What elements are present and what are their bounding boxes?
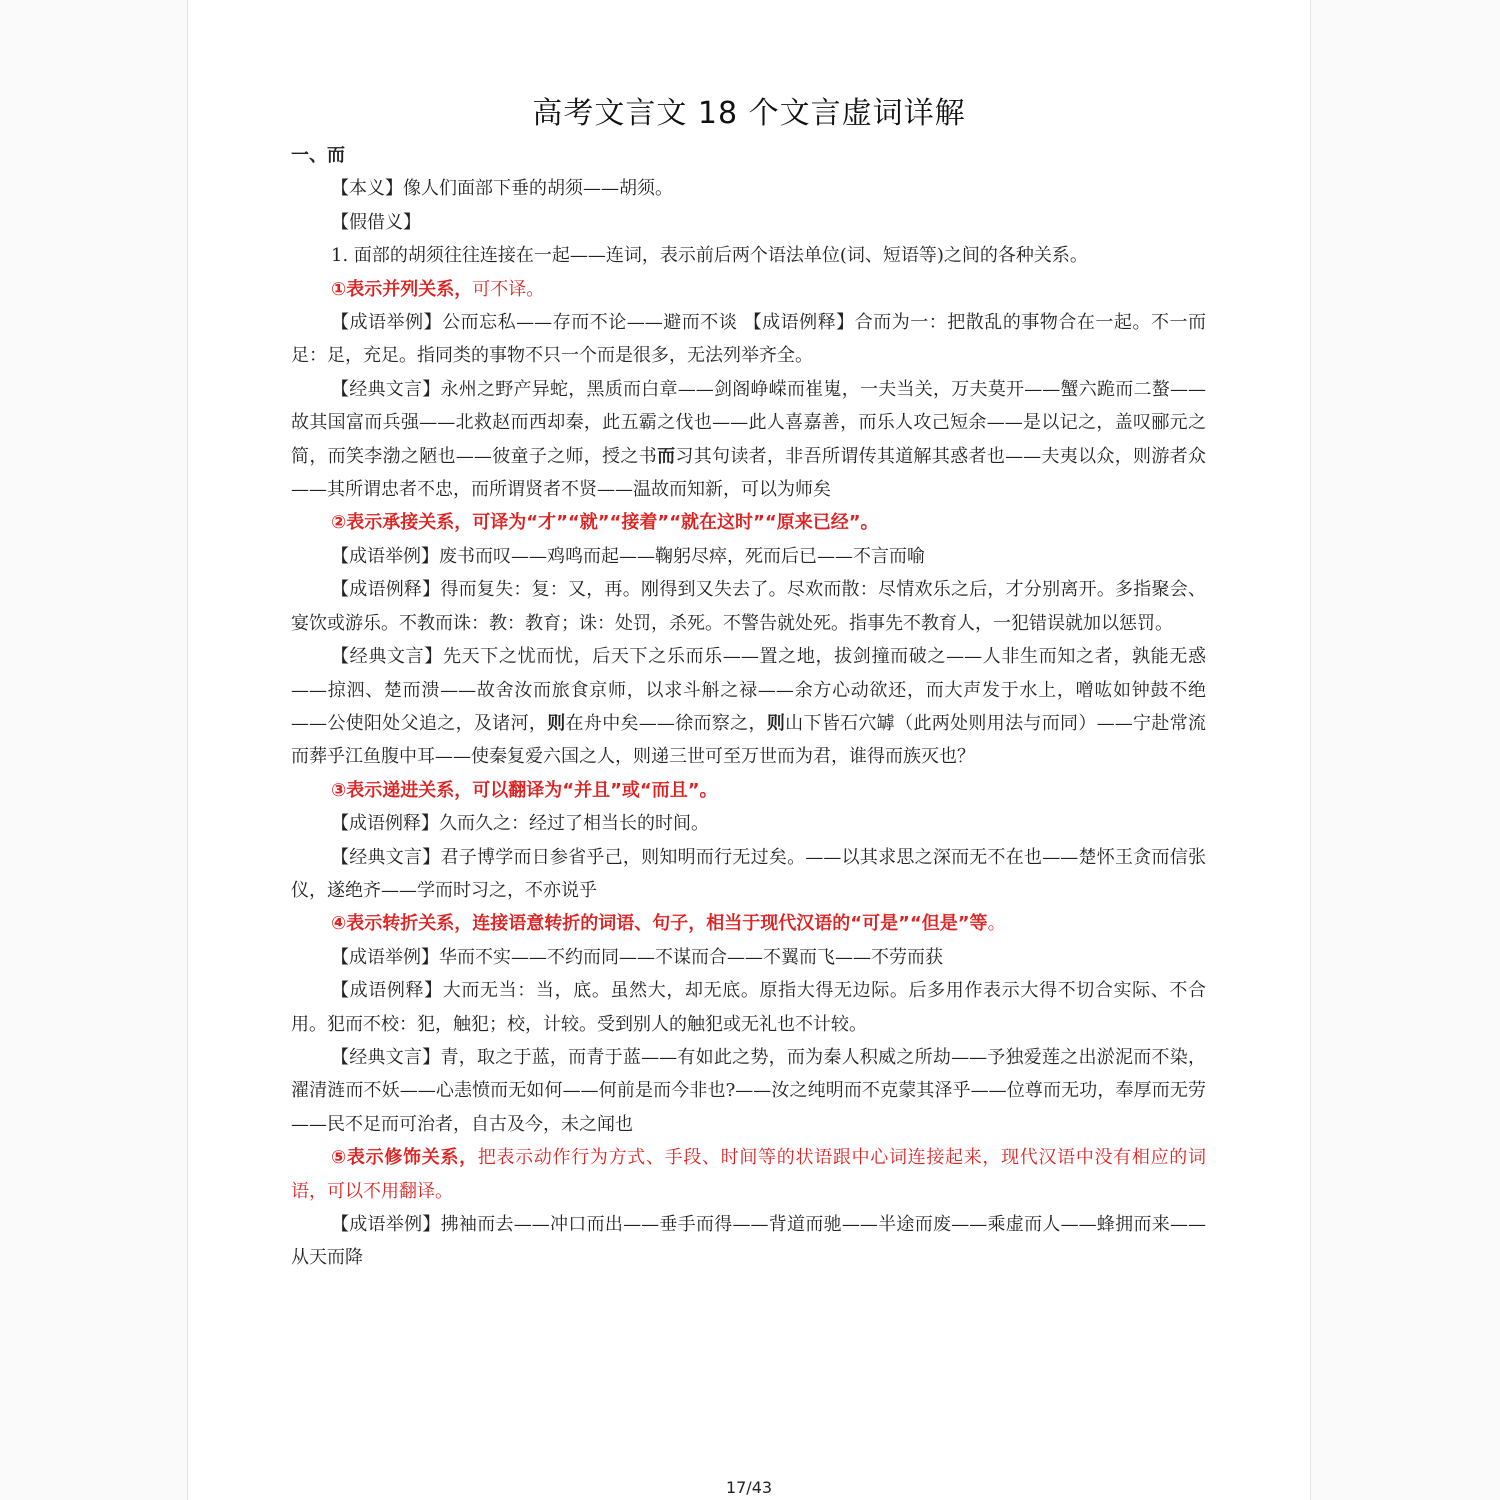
paragraph: 1. 面部的胡须往往连接在一起——连词，表示前后两个语法单位(词、短语等)之间的各种关系。 <box>331 245 1088 267</box>
paragraph: 【成语例释】大而无当：当，底。虽然大，却无底。原指大得无边际。后多用作表示大得不切合实际、不合用。犯而不校：犯，触犯；校，计较。受到别人的触犯或无礼也不计较。 <box>291 980 1206 1035</box>
subheading-normal: 可不译。 <box>472 278 545 300</box>
paragraph: 【经典文言】君子博学而日参省乎己，则知明而行无过矣。——以其求思之深而无不在也——楚怀王贪而信张仪，遂绝齐——学而时习之，不亦说乎 <box>291 846 1206 901</box>
paragraph: 【成语例释】久而久之：经过了相当长的时间。 <box>331 813 709 835</box>
section-heading: 一、而 <box>291 145 345 166</box>
subheading-bold: ④表示转折关系，连接语意转折的词语、句子，相当于现代汉语的“可是”“但是”等 <box>331 913 988 935</box>
paragraph: 【成语举例】公而忘私——存而不论——避而不谈 【成语例释】合而为一：把散乱的事物合在一起。不一而足：足，充足。指同类的事物不只一个而是很多，无法列举齐全。 <box>291 312 1206 367</box>
subheading-5 <box>291 1141 1206 1208</box>
subheading-normal: 。 <box>987 913 1006 935</box>
bold-run: 而 <box>657 445 676 467</box>
paragraph: 【成语举例】废书而叹——鸡鸣而起——鞠躬尽瘁，死而后已——不言而喻 <box>331 545 925 567</box>
subheading-1 <box>291 273 1206 306</box>
text-run: 习其句读者，非吾所谓传其道解其惑者也——夫夷以众，则游者众——其所谓忠者不忠，而所谓贤者不贤——温故而知新，可以为师矣 <box>291 445 1207 501</box>
subheading-normal: 把表示动作行为方式、手段、时间等的状语跟中心词连接起来，现代汉语中没有相应的词语，可以不用翻译。 <box>291 1147 1206 1202</box>
subheading-3: ③表示递进关系，可以翻译为“并且”或“而且”。 <box>331 779 718 801</box>
paragraph: 【经典文言】青，取之于蓝，而青于蓝——有如此之势，而为秦人积威之所劫——予独爱莲之出淤泥而不染，濯清涟而不妖——心恚愤而无如何——何前是而今非也?——汝之纯明而不克蒙其泽乎——位尊而无功，奉厚而无劳——民不足而可治者，自古及今，未之闻也 <box>291 1046 1206 1135</box>
bold-run: 则 <box>547 712 566 734</box>
paragraph: 【成语举例】华而不实——不约而同——不谋而合——不翼而飞——不劳而获 <box>331 946 943 968</box>
paragraph <box>291 640 1206 774</box>
text-run: 在舟中矣——徐而察之， <box>565 712 767 734</box>
subheading-2: ②表示承接关系，可译为“才”“就”“接着”“就在这时”“原来已经”。 <box>331 512 879 534</box>
text-run: 【经典文言】永州之野产异蛇，黑质而白章——剑阁峥嵘而崔嵬，一夫当关，万夫莫开——蟹六跪而二螯——故其国富而兵强——北救赵而西却秦，此五霸之伐也——此人喜嘉善，而乐人攻己短余——是以记之，盖叹郦元之简，而笑李渤之陋也——彼童子之师，授之书 <box>291 378 1206 467</box>
page-number: 17/43 <box>725 1478 773 1497</box>
text-run: 山下皆石穴罅（此两处则用法与而同）——宁赴常流而葬乎江鱼腹中耳——使秦复爱六国之人，则递三世可至万世而为君，谁得而族灭也？ <box>291 712 1207 768</box>
document-page <box>187 0 1311 1500</box>
paragraph <box>291 373 1206 507</box>
subheading-4 <box>291 907 1206 940</box>
paragraph: 【本义】像人们面部下垂的胡须——胡须。 <box>331 178 673 200</box>
subheading-bold: ①表示并列关系， <box>331 278 473 300</box>
paragraph: 【成语例释】得而复失：复：又，再。刚得到又失去了。尽欢而散：尽情欢乐之后，才分别离开。多指聚会、宴饮或游乐。不教而诛：教：教育；诛：处罚，杀死。不警告就处死。指事先不教育人，一犯错误就加以惩罚。 <box>291 579 1206 634</box>
page-content <box>291 139 1206 1275</box>
page-title: 高考文言文 18 个文言虚词详解 <box>532 96 966 131</box>
text-run: 【经典文言】先天下之忧而忧，后天下之乐而乐——置之地，拔剑撞而破之——人非生而知之者，孰能无惑——掠泗、楚而溃——故舍汝而旅食京师，以求斗斛之禄——余方心动欲还，而大声发于水上，噌吰如钟鼓不绝——公使阳处父追之，及诸河， <box>291 646 1206 734</box>
bold-run: 则 <box>766 712 786 734</box>
paragraph: 【假借义】 <box>331 211 421 233</box>
subheading-bold: ⑤表示修饰关系， <box>331 1147 478 1169</box>
paragraph: 【成语举例】拂袖而去——冲口而出——垂手而得——背道而驰——半途而废——乘虚而人——蜂拥而来——从天而降 <box>291 1214 1206 1269</box>
